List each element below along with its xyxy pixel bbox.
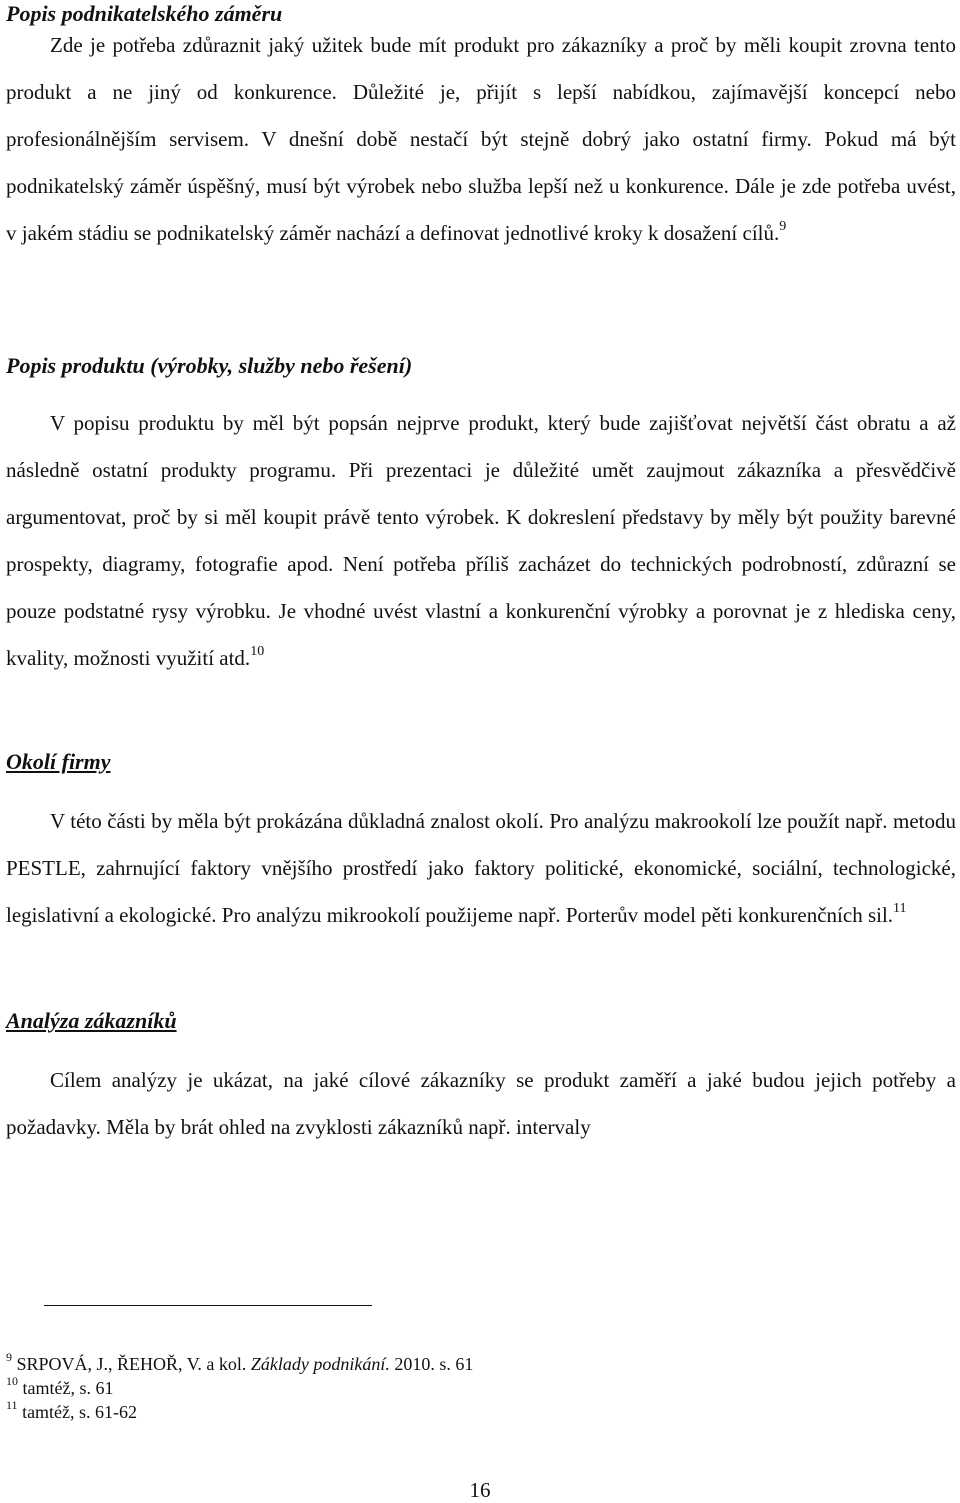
- section-paragraph-3: [6, 798, 956, 939]
- footnote-10: [6, 1376, 113, 1400]
- section-heading-1: Popis podnikatelského záměru: [6, 1, 283, 26]
- footnote-title: Základy podnikání.: [250, 1354, 390, 1374]
- footnote-11: [6, 1400, 137, 1424]
- section-paragraph-2: [6, 400, 956, 682]
- footnote-ref-11: 11: [893, 901, 907, 916]
- footnote-number: 11: [6, 1398, 18, 1412]
- footnote-number: 10: [6, 1374, 18, 1388]
- footnote-text: tamtéž, s. 61-62: [22, 1402, 138, 1422]
- footnote-text: 2010. s. 61: [389, 1354, 474, 1374]
- footnote-number: 9: [6, 1350, 12, 1364]
- paragraph-text: Zde je potřeba zdůraznit jaký užitek bude mít produkt pro zákazníky a proč by měli koupit zrovna tento produkt a ne jiný od konkurence. Důležité je, přijít s lepší nabídkou, zajímavější koncepcí nebo profesionálnějším servisem. V dnešní době nestačí být stejně dobrý jako ostatní firmy. Pokud má být podnikatelský záměr úspěšný, musí být výrobek nebo služba lepší než u konkurence. Dále je zde potřeba uvést, v jakém stádiu se podnikatelský záměr nachází a definovat jednotlivé kroky k dosažení cílů.: [6, 33, 956, 245]
- section-heading-3: Okolí firmy: [6, 749, 111, 774]
- paragraph-text: V této části by měla být prokázána důkladná znalost okolí. Pro analýzu makrookolí lze použít např. metodu PESTLE, zahrnující faktory vnějšího prostředí jako faktory politické, ekonomické, sociální, technologické, legislativní a ekologické. Pro analýzu mikrookolí použijeme např. Porterův model pěti konkurenčních sil.: [6, 809, 956, 927]
- footnote-text: tamtéž, s. 61: [22, 1378, 114, 1398]
- section-heading-2: Popis produktu (výrobky, služby nebo řešení): [6, 353, 413, 378]
- page-number: 16: [469, 1478, 491, 1502]
- footnote-ref-9: 9: [779, 219, 787, 234]
- footnote-text: SRPOVÁ, J., ŘEHOŘ, V. a kol.: [16, 1354, 251, 1374]
- footnote-9: [6, 1352, 473, 1376]
- paragraph-text: Cílem analýzy je ukázat, na jaké cílové zákazníky se produkt zaměří a jaké budou jejich potřeby a požadavky. Měla by brát ohled na zvyklosti zákazníků např. intervaly: [6, 1068, 956, 1139]
- footnote-separator: [44, 1305, 372, 1306]
- footnote-ref-10: 10: [250, 644, 265, 659]
- section-heading-4: Analýza zákazníků: [6, 1008, 177, 1033]
- section-paragraph-4: [6, 1057, 956, 1151]
- section-paragraph-1: [6, 22, 956, 257]
- paragraph-text: V popisu produktu by měl být popsán nejprve produkt, který bude zajišťovat největší část obratu a až následně ostatní produkty programu. Při prezentaci je důležité umět zaujmout zákazníka a přesvědčivě argumentovat, proč by si měl koupit právě tento výrobek. K dokreslení představy by měly být použity barevné prospekty, diagramy, fotografie apod. Není potřeba příliš zacházet do technických podrobností, zdůrazní se pouze podstatné rysy výrobku. Je vhodné uvést vlastní a konkurenční výrobky a porovnat je z hlediska ceny, kvality, možnosti využití atd.: [6, 411, 956, 670]
